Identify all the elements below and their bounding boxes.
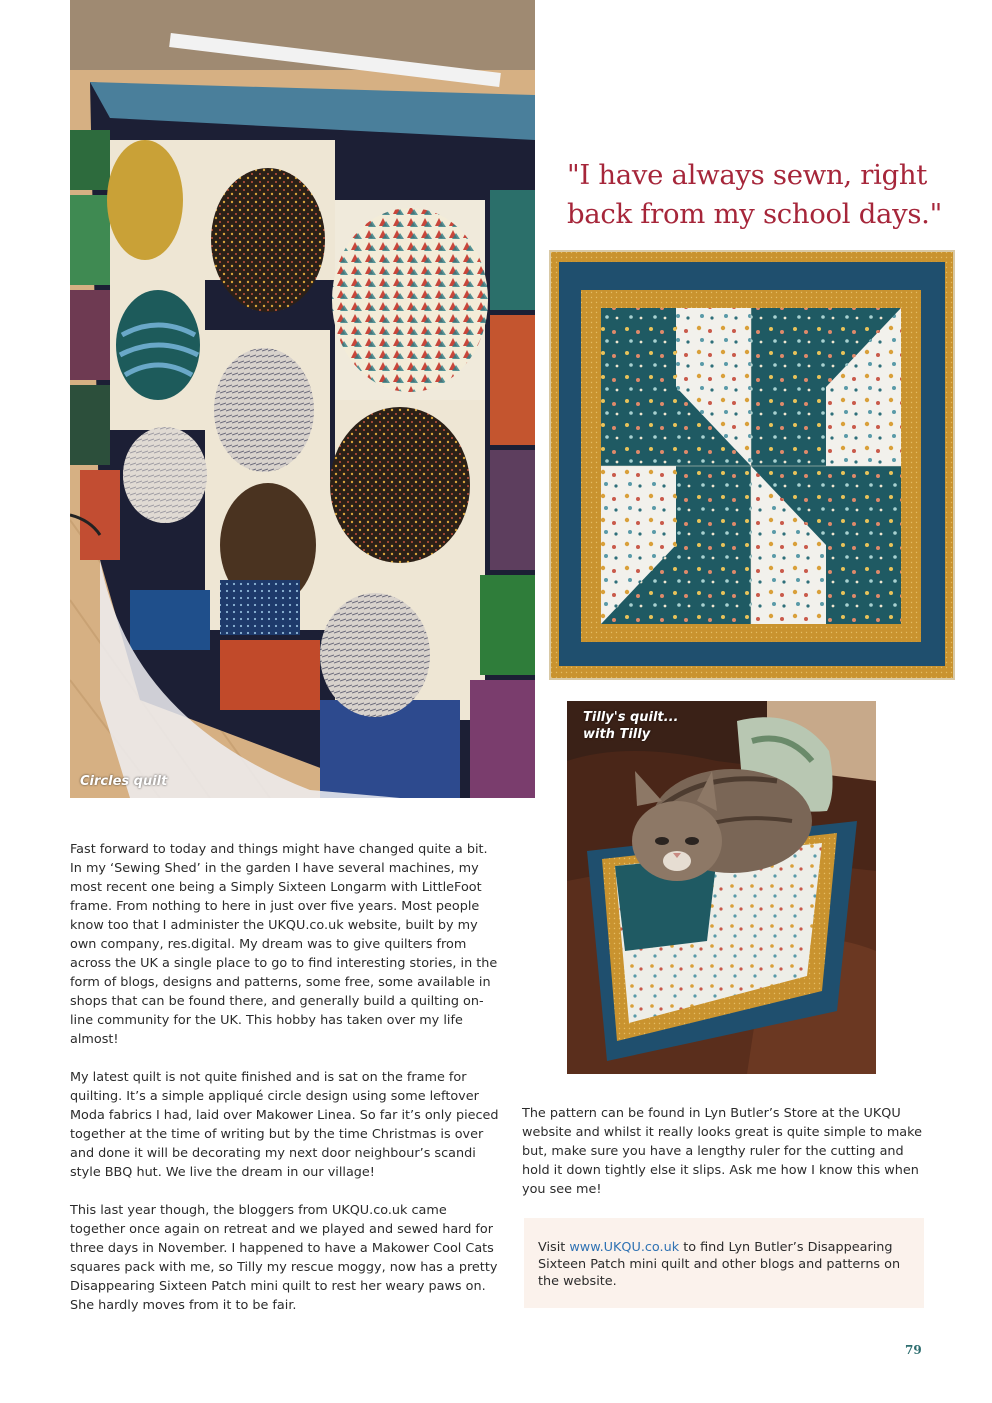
mini-quilt-illustration: [549, 250, 955, 680]
pull-quote: "I have always sewn, right back from my school days.": [567, 159, 942, 230]
cat-photo: [567, 701, 876, 1074]
circles-quilt-photo: [70, 0, 535, 798]
info-box-prefix: Visit: [538, 1240, 570, 1255]
info-box: [524, 1218, 924, 1308]
cat-caption-line-1: Tilly's quilt...: [583, 710, 679, 725]
cat-caption-line-2: with Tilly: [583, 727, 651, 742]
cat-illustration: [567, 701, 876, 1074]
page-number: 79: [905, 1343, 922, 1357]
circles-quilt-illustration: [70, 0, 535, 798]
mini-quilt-photo: [549, 250, 955, 680]
left-paragraph-3: This last year though, the bloggers from UKQU.co.uk came together once again on retreat and we played and sewed hard for three days in November. I happened to have a Makower Cool Cats squares pack with me, so Tilly my rescue moggy, now has a pretty Disappearing Sixteen Patch mini quilt to rest her weary paws on. She hardly moves from it to be fair.: [70, 1203, 498, 1313]
left-column: [70, 840, 500, 1334]
info-box-suffix: to find Lyn Butler’s Disappearing Sixteen Patch mini quilt and other blogs and patterns on the website.: [538, 1240, 901, 1289]
left-paragraph-1: Fast forward to today and things might have changed quite a bit. In my ‘Sewing Shed’ in the garden I have several machines, my most recent one being a Simply Sixteen Longarm with LittleFoot frame. From nothing to here in just over five years. Most people know too that I administer the UKQU.co.uk website, built by my own company, res.digital. My dream was to give quilters from across the UK a single place to go to find interesting stories, in the form of blogs, designs and patterns, some free, some available in shops that can be found there, and generally build a quilting on-line community for the UK. This hobby has taken over my life almost!: [70, 842, 498, 1047]
right-paragraph-1: The pattern can be found in Lyn Butler’s Store at the UKQU website and whilst it really looks great is quite simple to make but, make sure you have a lengthy ruler for the cutting and hold it down tightly else it slips. Ask me how I know this when you see me!: [522, 1106, 922, 1197]
cat-photo-caption: [583, 709, 678, 743]
circles-quilt-caption: Circles quilt: [80, 774, 168, 789]
left-paragraph-2: My latest quilt is not quite finished and is sat on the frame for quilting. It’s a simple appliqué circle design using some leftover Moda fabrics I had, laid over Makower Linea. So far it’s only pieced together at the time of writing but by the time Christmas is over and done it will be decorating my next door neighbour’s scandi style BBQ hut. We live the dream in our village!: [70, 1070, 499, 1180]
ukqu-link[interactable]: www.UKQU.co.uk: [569, 1240, 680, 1255]
right-column: [522, 1104, 932, 1218]
